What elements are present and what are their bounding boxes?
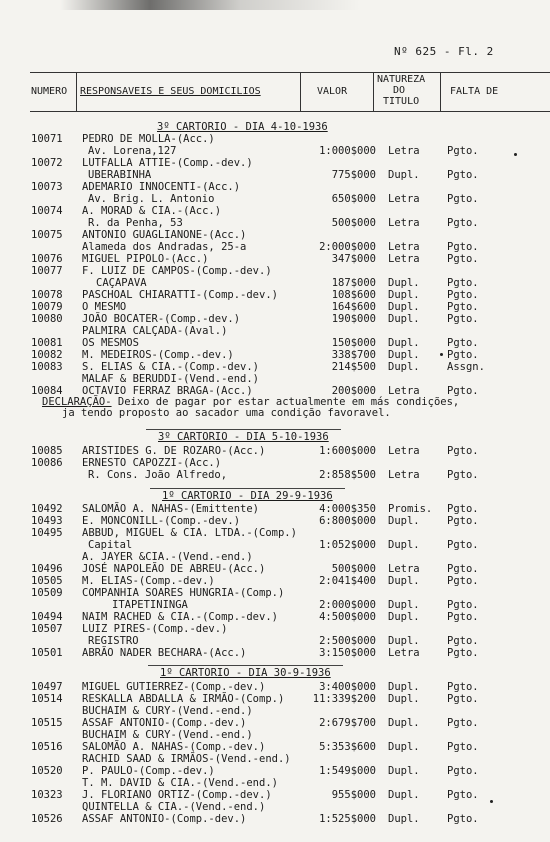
entry-falta: Pgto. [447, 599, 479, 611]
entry-name: PASCHOAL CHIARATTI-(Comp.-dev.) [82, 289, 278, 301]
entry-natureza: Letra [388, 193, 420, 205]
entry-valor: 500$000 [331, 563, 376, 575]
entry-name: A. JAYER &CIA.-(Vend.-end.) [82, 551, 253, 563]
entry-name: SALOMÃO A. NAHAS-(Comp.-dev.) [82, 741, 266, 753]
entry-valor: 6:800$000 [319, 515, 376, 527]
header-numero: NUMERO [31, 86, 68, 97]
entry-name: M. ELIAS-(Comp.-dev.) [82, 575, 215, 587]
entry-name: OS MESMOS [82, 337, 139, 349]
entry-name: MALAF & BERUDDI-(Vend.-end.) [82, 373, 260, 385]
entry-number: 10074 [31, 205, 63, 217]
entry-natureza: Dupl. [388, 313, 420, 325]
entry-name: OCTAVIO FERRAZ BRAGA-(Acc.) [82, 385, 253, 397]
entry-falta: Pgto. [447, 503, 479, 515]
entry-falta: Pgto. [447, 241, 479, 253]
entry-name: S. ELIAS & CIA.-(Comp.-dev.) [82, 361, 260, 373]
declaracao-continuation [62, 408, 391, 419]
entry-number: 10501 [31, 647, 63, 659]
entry-falta: Pgto. [447, 539, 479, 551]
section-title: 3º CARTORIO - DIA 4-10-1936 [157, 121, 328, 133]
entry-number: 10083 [31, 361, 63, 373]
entry-name: JOÃO BOCATER-(Comp.-dev.) [82, 313, 241, 325]
entry-name: CAÇAPAVA [96, 277, 147, 289]
section-title: 1º CARTORIO - DIA 29-9-1936 [162, 490, 333, 502]
entry-falta: Pgto. [447, 349, 479, 361]
header-responsaveis: RESPONSAVEIS E SEUS DOMICILIOS [80, 86, 261, 97]
entry-falta: Pgto. [447, 193, 479, 205]
entry-name: E. MONCONILL-(Comp.-dev.) [82, 515, 241, 527]
entry-name: JOSÉ NAPOLEÃO DE ABREU-(Acc.) [82, 563, 266, 575]
section-rule [146, 429, 341, 430]
entry-falta: Pgto. [447, 563, 479, 575]
entry-natureza: Dupl. [388, 681, 420, 693]
entry-natureza: Dupl. [388, 337, 420, 349]
entry-name: PALMIRA CALÇADA-(Aval.) [82, 325, 228, 337]
entry-name: Av. Brig. L. Antonio [88, 193, 215, 205]
entry-valor: 200$000 [331, 385, 376, 397]
entry-number: 10515 [31, 717, 63, 729]
entry-name: R. da Penha, 53 [88, 217, 183, 229]
entry-name: RACHID SAAD & IRMÃOS-(Vend.-end.) [82, 753, 291, 765]
entry-falta: Pgto. [447, 337, 479, 349]
entry-valor: 775$000 [331, 169, 376, 181]
section-heading [162, 491, 333, 502]
header-valor: VALOR [317, 86, 348, 97]
entry-falta: Pgto. [447, 469, 479, 481]
entry-valor: 3:150$000 [319, 647, 376, 659]
entry-valor: 2:000$000 [319, 599, 376, 611]
ink-dot [514, 153, 517, 156]
entry-natureza: Dupl. [388, 813, 420, 825]
header-natureza-3: TITULO [383, 96, 420, 107]
entry-natureza: Letra [388, 469, 420, 481]
entry-natureza: Letra [388, 647, 420, 659]
entry-falta: Pgto. [447, 635, 479, 647]
entry-name: LUIZ PIRES-(Comp.-dev.) [82, 623, 228, 635]
entry-name: MIGUEL PIPOLO-(Acc.) [82, 253, 209, 265]
header-natureza-2: DO [393, 85, 406, 96]
entry-name: ARISTIDES G. DE ROZARO-(Acc.) [82, 445, 266, 457]
entry-falta: Pgto. [447, 313, 479, 325]
entry-name: ERNESTO CAPOZZI-(Acc.) [82, 457, 222, 469]
entry-valor: 5:353$600 [319, 741, 376, 753]
entry-falta: Pgto. [447, 575, 479, 587]
entry-falta: Pgto. [447, 717, 479, 729]
entry-number: 10507 [31, 623, 63, 635]
entry-number: 10492 [31, 503, 63, 515]
entry-valor: 164$600 [331, 301, 376, 313]
entry-number: 10497 [31, 681, 63, 693]
entry-natureza: Promis. [388, 503, 433, 515]
entry-falta: Pgto. [447, 145, 479, 157]
entry-name: Alameda dos Andradas, 25-a [82, 241, 247, 253]
entry-falta: Pgto. [447, 765, 479, 777]
header-divider [300, 73, 301, 111]
entry-falta: Pgto. [447, 789, 479, 801]
entry-falta: Pgto. [447, 277, 479, 289]
entry-name: ABBUD, MIGUEL & CIA. LTDA.-(Comp.) [82, 527, 297, 539]
page-number: Nº 625 - Fl. 2 [394, 45, 494, 58]
entry-number: 10516 [31, 741, 63, 753]
section-title: 3º CARTORIO - DIA 5-10-1936 [158, 431, 329, 443]
entry-valor: 1:052$000 [319, 539, 376, 551]
entry-name: BUCHAIM & CURY-(Vend.-end.) [82, 705, 253, 717]
entry-falta: Pgto. [447, 611, 479, 623]
entry-falta: Pgto. [447, 647, 479, 659]
entry-falta: Pgto. [447, 289, 479, 301]
entry-name: ASSAF ANTONIO-(Comp.-dev.) [82, 813, 247, 825]
entry-natureza: Dupl. [388, 693, 420, 705]
section-rule [148, 665, 343, 666]
entry-natureza: Letra [388, 241, 420, 253]
entry-valor: 2:858$500 [319, 469, 376, 481]
entry-falta: Pgto. [447, 741, 479, 753]
entry-natureza: Dupl. [388, 361, 420, 373]
entry-name: QUINTELLA & CIA.-(Vend.-end.) [82, 801, 266, 813]
entry-natureza: Dupl. [388, 635, 420, 647]
entry-natureza: Letra [388, 253, 420, 265]
entry-falta: Pgto. [447, 385, 479, 397]
header-divider [373, 73, 374, 111]
entry-number: 10496 [31, 563, 63, 575]
entry-name: REGISTRO [88, 635, 139, 647]
entry-name: Capital [88, 539, 133, 551]
entry-valor: 2:679$700 [319, 717, 376, 729]
declaracao-line-2: ja tendo proposto ao sacador uma condição favoravel. [62, 407, 391, 419]
entry-number: 10323 [31, 789, 63, 801]
entry-valor: 955$000 [331, 789, 376, 801]
entry-natureza: Dupl. [388, 765, 420, 777]
entry-number: 10077 [31, 265, 63, 277]
scan-edge-shadow [60, 0, 360, 10]
section-heading [160, 668, 331, 679]
entry-valor: 1:000$000 [319, 145, 376, 157]
entry-valor: 108$600 [331, 289, 376, 301]
entry-valor: 2:500$000 [319, 635, 376, 647]
entry-valor: 187$000 [331, 277, 376, 289]
entry-falta: Pgto. [447, 253, 479, 265]
entry-valor: 2:041$400 [319, 575, 376, 587]
entry-number: 10495 [31, 527, 63, 539]
entry-natureza: Dupl. [388, 539, 420, 551]
entry-number: 10072 [31, 157, 63, 169]
declaracao-label: DECLARAÇÃO- [42, 396, 112, 408]
entry-valor: 150$000 [331, 337, 376, 349]
entry-name: MIGUEL GUTIERREZ-(Comp.-dev.) [82, 681, 266, 693]
entry-valor: 500$000 [331, 217, 376, 229]
table-header [30, 72, 550, 112]
entry-number: 10082 [31, 349, 63, 361]
entry-name: PEDRO DE MOLLA-(Acc.) [82, 133, 215, 145]
entry-number: 10084 [31, 385, 63, 397]
entry-valor: 2:000$000 [319, 241, 376, 253]
entry-name: LUTFALLA ATTIE-(Comp.-dev.) [82, 157, 253, 169]
section-title: 1º CARTORIO - DIA 30-9-1936 [160, 667, 331, 679]
entry-name: ANTONIO GUAGLIANONE-(Acc.) [82, 229, 247, 241]
entry-natureza: Dupl. [388, 277, 420, 289]
section-heading [158, 432, 329, 443]
entry-number: 10509 [31, 587, 63, 599]
entry-falta: Pgto. [447, 681, 479, 693]
entry-name: P. PAULO-(Comp.-dev.) [82, 765, 215, 777]
entry-natureza: Dupl. [388, 789, 420, 801]
entry-natureza: Dupl. [388, 515, 420, 527]
entry-name: COMPANHIA SOARES HUNGRIA-(Comp.) [82, 587, 285, 599]
entry-natureza: Dupl. [388, 611, 420, 623]
entry-number: 10078 [31, 289, 63, 301]
ink-dot [440, 353, 443, 356]
entry-valor: 1:549$000 [319, 765, 376, 777]
entry-valor: 190$000 [331, 313, 376, 325]
entry-valor: 1:600$000 [319, 445, 376, 457]
entry-name: O MESMO [82, 301, 127, 313]
entry-name: ITAPETININGA [112, 599, 188, 611]
entry-natureza: Dupl. [388, 289, 420, 301]
entry-name: A. MORAD & CIA.-(Acc.) [82, 205, 222, 217]
entry-valor: 4:000$350 [319, 503, 376, 515]
entry-name: F. LUIZ DE CAMPOS-(Comp.-dev.) [82, 265, 272, 277]
entry-falta: Pgto. [447, 445, 479, 457]
entry-falta: Pgto. [447, 169, 479, 181]
entry-valor: 3:400$000 [319, 681, 376, 693]
entry-natureza: Dupl. [388, 301, 420, 313]
header-falta: FALTA DE [450, 86, 499, 97]
entry-name: SALOMÃO A. NAHAS-(Emittente) [82, 503, 260, 515]
entry-natureza: Dupl. [388, 169, 420, 181]
entry-number: 10080 [31, 313, 63, 325]
entry-falta: Pgto. [447, 217, 479, 229]
header-divider [440, 73, 441, 111]
entry-name: J. FLORIANO ORTIZ-(Comp.-dev.) [82, 789, 272, 801]
entry-falta: Pgto. [447, 693, 479, 705]
entry-number: 10071 [31, 133, 63, 145]
entry-number: 10076 [31, 253, 63, 265]
entry-falta: Pgto. [447, 813, 479, 825]
entry-valor: 650$000 [331, 193, 376, 205]
entry-natureza: Dupl. [388, 349, 420, 361]
entry-natureza: Letra [388, 217, 420, 229]
section-rule [150, 488, 345, 489]
entry-number: 10493 [31, 515, 63, 527]
entry-name: T. M. DAVID & CIA.-(Vend.-end.) [82, 777, 278, 789]
entry-falta: Pgto. [447, 515, 479, 527]
entry-falta: Pgto. [447, 301, 479, 313]
entry-name: ADEMARIO INNOCENTI-(Acc.) [82, 181, 241, 193]
entry-valor: 4:500$000 [319, 611, 376, 623]
entry-number: 10514 [31, 693, 63, 705]
entry-name: R. Cons. João Alfredo, [88, 469, 228, 481]
entry-valor: 1:525$000 [319, 813, 376, 825]
header-divider [76, 73, 77, 111]
entry-name: UBERABINHA [88, 169, 152, 181]
entry-natureza: Letra [388, 385, 420, 397]
entry-natureza: Letra [388, 563, 420, 575]
header-natureza-1: NATUREZA [377, 74, 426, 85]
entry-name: Av. Lorena,127 [88, 145, 177, 157]
entry-name: BUCHAIM & CURY-(Vend.-end.) [82, 729, 253, 741]
entry-number: 10494 [31, 611, 63, 623]
declaracao-line-1: Deixo de pagar por estar actualmente em más condições, [117, 396, 460, 408]
entry-number: 10086 [31, 457, 63, 469]
entry-falta: Assgn. [447, 361, 485, 373]
entry-number: 10520 [31, 765, 63, 777]
entry-number: 10526 [31, 813, 63, 825]
entry-number: 10073 [31, 181, 63, 193]
entry-number: 10505 [31, 575, 63, 587]
section-heading [157, 122, 328, 133]
entry-valor: 11:339$200 [312, 693, 376, 705]
entry-name: NAIM RACHED & CIA.-(Comp.-dev.) [82, 611, 278, 623]
entry-natureza: Dupl. [388, 599, 420, 611]
entry-number: 10085 [31, 445, 63, 457]
entry-valor: 214$500 [331, 361, 376, 373]
entry-natureza: Letra [388, 445, 420, 457]
entry-number: 10081 [31, 337, 63, 349]
entry-name: RESKALLA ABDALLA & IRMÃO-(Comp.) [82, 693, 285, 705]
entry-valor: 347$000 [331, 253, 376, 265]
entry-number: 10075 [31, 229, 63, 241]
entry-name: ASSAF ANTONIO-(Comp.-dev.) [82, 717, 247, 729]
entry-number: 10079 [31, 301, 63, 313]
entry-natureza: Letra [388, 145, 420, 157]
ink-dot [490, 800, 493, 803]
entry-name: ABRÃO NADER BECHARA-(Acc.) [82, 647, 247, 659]
entry-natureza: Dupl. [388, 717, 420, 729]
entry-name: M. MEDEIROS-(Comp.-dev.) [82, 349, 234, 361]
entry-natureza: Dupl. [388, 575, 420, 587]
entry-natureza: Dupl. [388, 741, 420, 753]
entry-valor: 338$700 [331, 349, 376, 361]
